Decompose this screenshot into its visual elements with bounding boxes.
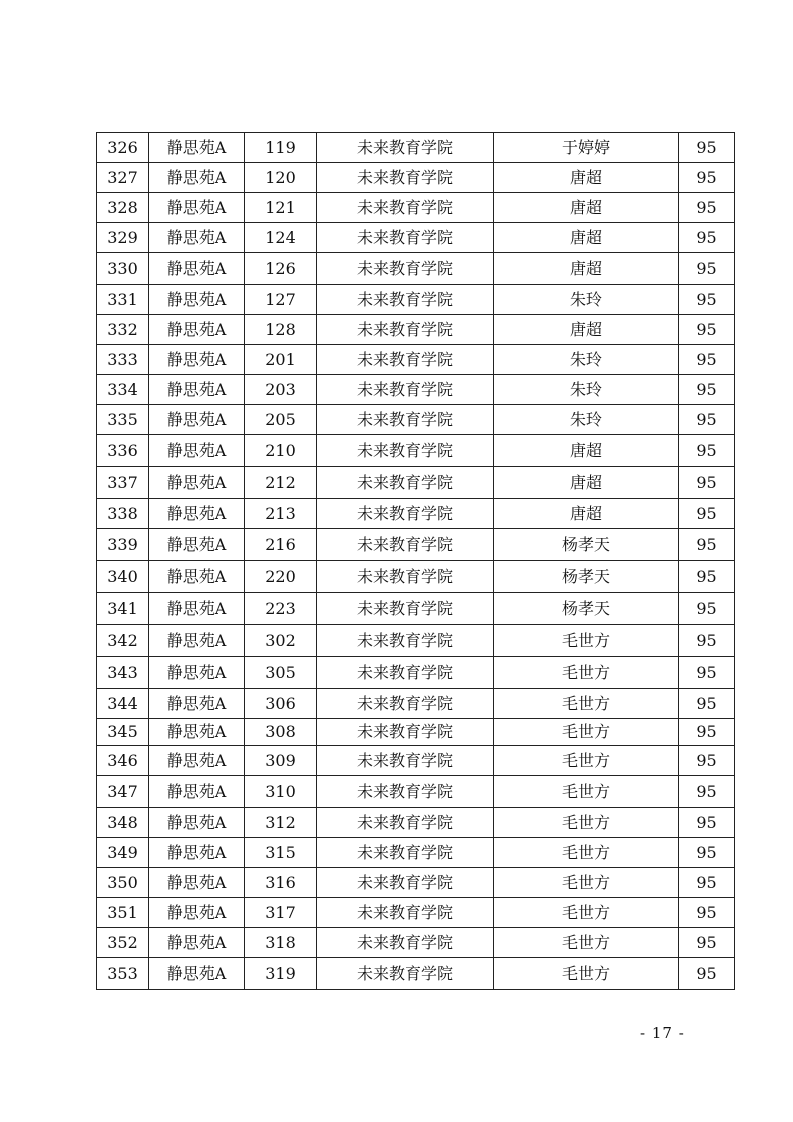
cell-building: 静思苑A: [149, 253, 245, 285]
cell-room: 309: [245, 746, 317, 776]
table-row: [97, 958, 735, 990]
cell-college: 未来教育学院: [317, 345, 494, 375]
cell-room: 212: [245, 467, 317, 499]
cell-number: 336: [97, 435, 149, 467]
cell-building: 静思苑A: [149, 898, 245, 928]
cell-room: 201: [245, 345, 317, 375]
cell-building: 静思苑A: [149, 808, 245, 838]
cell-person: 毛世方: [494, 776, 679, 808]
table-row: [97, 561, 735, 593]
cell-score: 95: [679, 163, 735, 193]
cell-college: 未来教育学院: [317, 719, 494, 746]
cell-number: 346: [97, 746, 149, 776]
cell-college: 未来教育学院: [317, 593, 494, 625]
cell-building: 静思苑A: [149, 163, 245, 193]
cell-person: 毛世方: [494, 928, 679, 958]
cell-person: 朱玲: [494, 345, 679, 375]
cell-room: 319: [245, 958, 317, 990]
cell-room: 121: [245, 193, 317, 223]
table-row: [97, 746, 735, 776]
cell-person: 朱玲: [494, 405, 679, 435]
table-row: [97, 625, 735, 657]
cell-number: 327: [97, 163, 149, 193]
cell-room: 310: [245, 776, 317, 808]
table-row: [97, 868, 735, 898]
table-row: [97, 375, 735, 405]
cell-person: 毛世方: [494, 746, 679, 776]
table-row: [97, 435, 735, 467]
cell-number: 342: [97, 625, 149, 657]
cell-number: 341: [97, 593, 149, 625]
cell-score: 95: [679, 467, 735, 499]
table-row: [97, 689, 735, 719]
cell-person: 唐超: [494, 499, 679, 529]
cell-room: 223: [245, 593, 317, 625]
cell-score: 95: [679, 928, 735, 958]
cell-building: 静思苑A: [149, 593, 245, 625]
cell-college: 未来教育学院: [317, 375, 494, 405]
cell-score: 95: [679, 375, 735, 405]
cell-person: 毛世方: [494, 625, 679, 657]
table-row: [97, 657, 735, 689]
cell-building: 静思苑A: [149, 776, 245, 808]
cell-number: 333: [97, 345, 149, 375]
cell-number: 352: [97, 928, 149, 958]
cell-score: 95: [679, 499, 735, 529]
cell-person: 毛世方: [494, 838, 679, 868]
cell-number: 329: [97, 223, 149, 253]
cell-person: 唐超: [494, 435, 679, 467]
cell-college: 未来教育学院: [317, 746, 494, 776]
cell-number: 332: [97, 315, 149, 345]
table-row: [97, 719, 735, 746]
table-row: [97, 253, 735, 285]
cell-score: 95: [679, 133, 735, 163]
cell-score: 95: [679, 958, 735, 990]
table-row: [97, 467, 735, 499]
table-row: [97, 223, 735, 253]
cell-score: 95: [679, 593, 735, 625]
cell-college: 未来教育学院: [317, 561, 494, 593]
table-row: [97, 928, 735, 958]
cell-person: 唐超: [494, 223, 679, 253]
table-row: [97, 133, 735, 163]
cell-number: 349: [97, 838, 149, 868]
cell-score: 95: [679, 253, 735, 285]
cell-room: 210: [245, 435, 317, 467]
cell-college: 未来教育学院: [317, 808, 494, 838]
cell-college: 未来教育学院: [317, 898, 494, 928]
cell-room: 318: [245, 928, 317, 958]
cell-building: 静思苑A: [149, 223, 245, 253]
table-row: [97, 808, 735, 838]
cell-score: 95: [679, 223, 735, 253]
cell-person: 唐超: [494, 193, 679, 223]
cell-room: 315: [245, 838, 317, 868]
table-row: [97, 193, 735, 223]
cell-person: 毛世方: [494, 808, 679, 838]
cell-person: 杨孝天: [494, 593, 679, 625]
cell-score: 95: [679, 285, 735, 315]
cell-building: 静思苑A: [149, 689, 245, 719]
cell-score: 95: [679, 746, 735, 776]
cell-building: 静思苑A: [149, 193, 245, 223]
cell-number: 345: [97, 719, 149, 746]
table-body: [97, 133, 735, 990]
table-row: [97, 405, 735, 435]
cell-score: 95: [679, 435, 735, 467]
cell-building: 静思苑A: [149, 561, 245, 593]
cell-room: 213: [245, 499, 317, 529]
cell-building: 静思苑A: [149, 529, 245, 561]
cell-number: 330: [97, 253, 149, 285]
page-number: - 17 -: [640, 1024, 685, 1042]
cell-person: 毛世方: [494, 958, 679, 990]
cell-college: 未来教育学院: [317, 133, 494, 163]
cell-number: 347: [97, 776, 149, 808]
cell-room: 128: [245, 315, 317, 345]
cell-college: 未来教育学院: [317, 657, 494, 689]
cell-score: 95: [679, 405, 735, 435]
cell-building: 静思苑A: [149, 719, 245, 746]
cell-number: 334: [97, 375, 149, 405]
cell-number: 353: [97, 958, 149, 990]
table-row: [97, 163, 735, 193]
cell-number: 348: [97, 808, 149, 838]
cell-score: 95: [679, 529, 735, 561]
cell-room: 203: [245, 375, 317, 405]
cell-room: 317: [245, 898, 317, 928]
cell-building: 静思苑A: [149, 657, 245, 689]
cell-number: 335: [97, 405, 149, 435]
dormitory-score-table: [96, 132, 735, 990]
cell-college: 未来教育学院: [317, 435, 494, 467]
cell-building: 静思苑A: [149, 315, 245, 345]
cell-score: 95: [679, 776, 735, 808]
cell-building: 静思苑A: [149, 375, 245, 405]
cell-room: 127: [245, 285, 317, 315]
cell-room: 126: [245, 253, 317, 285]
cell-building: 静思苑A: [149, 435, 245, 467]
cell-room: 305: [245, 657, 317, 689]
cell-building: 静思苑A: [149, 499, 245, 529]
table-row: [97, 345, 735, 375]
cell-person: 朱玲: [494, 285, 679, 315]
cell-room: 205: [245, 405, 317, 435]
cell-college: 未来教育学院: [317, 838, 494, 868]
cell-number: 344: [97, 689, 149, 719]
cell-number: 331: [97, 285, 149, 315]
cell-college: 未来教育学院: [317, 776, 494, 808]
cell-room: 316: [245, 868, 317, 898]
cell-college: 未来教育学院: [317, 928, 494, 958]
cell-person: 毛世方: [494, 719, 679, 746]
cell-building: 静思苑A: [149, 625, 245, 657]
cell-person: 毛世方: [494, 898, 679, 928]
cell-room: 312: [245, 808, 317, 838]
table-row: [97, 529, 735, 561]
cell-person: 杨孝天: [494, 529, 679, 561]
table-row: [97, 285, 735, 315]
cell-person: 毛世方: [494, 868, 679, 898]
cell-college: 未来教育学院: [317, 958, 494, 990]
cell-person: 毛世方: [494, 689, 679, 719]
cell-room: 124: [245, 223, 317, 253]
cell-person: 杨孝天: [494, 561, 679, 593]
cell-number: 328: [97, 193, 149, 223]
cell-person: 唐超: [494, 315, 679, 345]
cell-person: 唐超: [494, 467, 679, 499]
cell-score: 95: [679, 838, 735, 868]
cell-college: 未来教育学院: [317, 868, 494, 898]
table-row: [97, 315, 735, 345]
cell-building: 静思苑A: [149, 838, 245, 868]
cell-room: 306: [245, 689, 317, 719]
cell-building: 静思苑A: [149, 467, 245, 499]
cell-number: 351: [97, 898, 149, 928]
cell-building: 静思苑A: [149, 868, 245, 898]
cell-number: 338: [97, 499, 149, 529]
cell-college: 未来教育学院: [317, 499, 494, 529]
cell-number: 340: [97, 561, 149, 593]
cell-person: 朱玲: [494, 375, 679, 405]
table-row: [97, 593, 735, 625]
cell-score: 95: [679, 689, 735, 719]
table-row: [97, 898, 735, 928]
cell-score: 95: [679, 193, 735, 223]
cell-score: 95: [679, 898, 735, 928]
cell-building: 静思苑A: [149, 405, 245, 435]
cell-room: 120: [245, 163, 317, 193]
cell-building: 静思苑A: [149, 345, 245, 375]
cell-college: 未来教育学院: [317, 467, 494, 499]
cell-room: 216: [245, 529, 317, 561]
cell-person: 毛世方: [494, 657, 679, 689]
table-row: [97, 499, 735, 529]
cell-score: 95: [679, 719, 735, 746]
cell-person: 唐超: [494, 163, 679, 193]
cell-room: 119: [245, 133, 317, 163]
table-row: [97, 776, 735, 808]
cell-building: 静思苑A: [149, 958, 245, 990]
table-row: [97, 838, 735, 868]
cell-person: 于婷婷: [494, 133, 679, 163]
cell-college: 未来教育学院: [317, 529, 494, 561]
cell-college: 未来教育学院: [317, 223, 494, 253]
cell-score: 95: [679, 868, 735, 898]
cell-building: 静思苑A: [149, 746, 245, 776]
cell-score: 95: [679, 345, 735, 375]
cell-number: 343: [97, 657, 149, 689]
cell-score: 95: [679, 625, 735, 657]
cell-college: 未来教育学院: [317, 285, 494, 315]
cell-building: 静思苑A: [149, 928, 245, 958]
cell-college: 未来教育学院: [317, 163, 494, 193]
cell-number: 337: [97, 467, 149, 499]
cell-score: 95: [679, 561, 735, 593]
cell-building: 静思苑A: [149, 285, 245, 315]
cell-score: 95: [679, 657, 735, 689]
cell-room: 220: [245, 561, 317, 593]
cell-room: 308: [245, 719, 317, 746]
cell-college: 未来教育学院: [317, 405, 494, 435]
cell-building: 静思苑A: [149, 133, 245, 163]
cell-score: 95: [679, 315, 735, 345]
cell-number: 326: [97, 133, 149, 163]
cell-college: 未来教育学院: [317, 689, 494, 719]
cell-person: 唐超: [494, 253, 679, 285]
cell-number: 339: [97, 529, 149, 561]
cell-room: 302: [245, 625, 317, 657]
cell-college: 未来教育学院: [317, 315, 494, 345]
cell-college: 未来教育学院: [317, 625, 494, 657]
cell-college: 未来教育学院: [317, 253, 494, 285]
cell-number: 350: [97, 868, 149, 898]
cell-score: 95: [679, 808, 735, 838]
cell-college: 未来教育学院: [317, 193, 494, 223]
